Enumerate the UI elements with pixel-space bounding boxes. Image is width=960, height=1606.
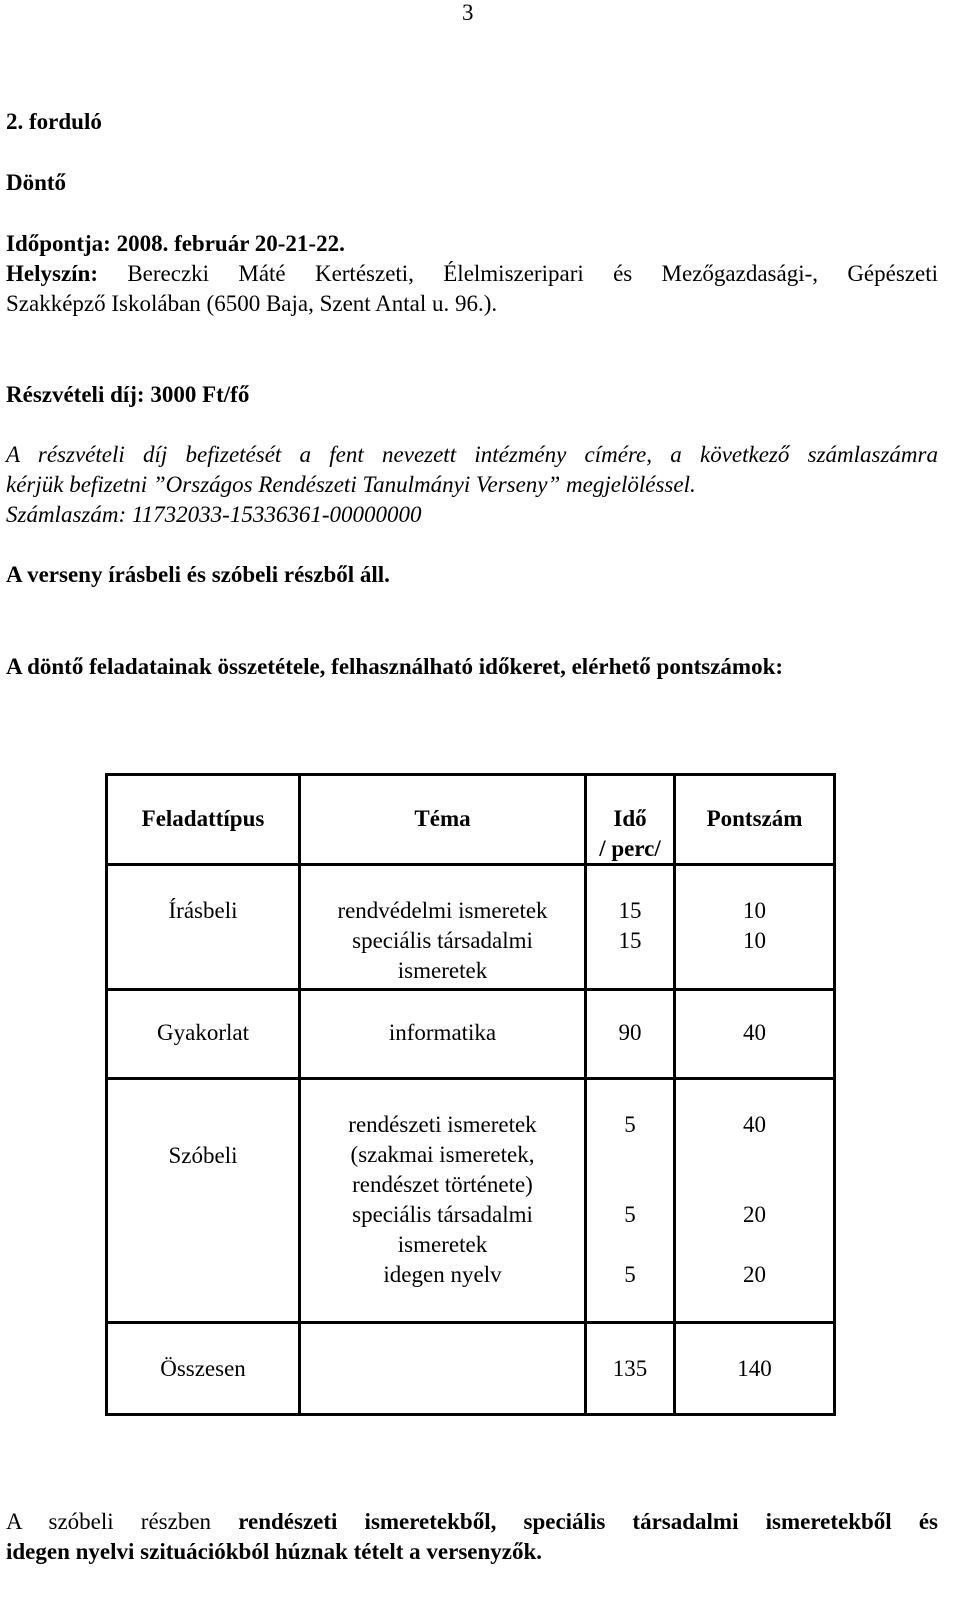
topic-line: rendészeti ismeretek [348,1112,537,1137]
topic-line: idegen nyelv [383,1262,502,1287]
page-number: 3 [462,0,474,25]
topic-line: speciális társadalmi [352,928,533,953]
table-row-points [676,1110,833,1290]
time-value: 15 [618,898,642,923]
table-row-points: 40 [743,1020,766,1045]
points-value: 10 [743,898,766,923]
table-column-divider [673,773,676,1416]
header-time [587,804,673,864]
points-value: 40 [743,1112,766,1137]
round-heading: 2. forduló [6,109,102,134]
header-time-line-2: / perc/ [599,836,661,861]
header-points: Pontszám [706,806,803,831]
table-divider [105,988,836,991]
date-value: 2008. február 20-21-22. [116,231,345,256]
table-row-topic [301,1110,584,1290]
spacer [587,1140,673,1170]
table-column-divider [584,773,587,1416]
topic-line: speciális társadalmi [352,1202,533,1227]
venue-paragraph [6,259,938,319]
time-value: 5 [624,1202,636,1227]
spacer [676,1140,833,1170]
table-row-type: Gyakorlat [157,1020,249,1045]
closing-paragraph [6,1507,938,1567]
competition-parts: A verseny írásbeli és szóbeli részből áll. [6,562,390,587]
table-divider [105,1077,836,1080]
header-type: Feladattípus [141,806,265,831]
venue-label: Helyszín: [6,261,98,286]
points-value: 10 [743,928,766,953]
payment-line-1: A részvételi díj befizetését a fent nevezett intézmény címére, a következő számlaszámra [6,442,938,467]
spacer [676,1170,833,1200]
date-line [6,229,345,259]
account-number: Számlaszám: 11732033-15336361-00000000 [6,502,422,527]
spacer [587,1170,673,1200]
table-intro: A döntő feladatainak összetétele, felhasználható időkeret, elérhető pontszámok: [6,654,784,679]
time-value: 5 [624,1262,636,1287]
payment-paragraph [6,440,938,530]
topic-line: rendvédelmi ismeretek [337,898,548,923]
participation-fee: Részvételi díj: 3000 Ft/fő [6,382,250,407]
header-topic: Téma [414,806,471,831]
topic-line: ismeretek [397,958,488,983]
payment-line-2: kérjük befizetni ”Országos Rendészeti Tanulmányi Verseny” megjelöléssel. [6,472,696,497]
table-row-time: 90 [618,1020,642,1045]
table-row-points [676,896,833,956]
venue-line-1 [6,259,938,289]
topic-line: (szakmai ismeretek, [350,1142,535,1167]
table-column-divider [298,773,301,1416]
date-label: Időpontja: [6,231,111,256]
venue-text-1: Bereczki Máté Kertészeti, Élelmiszeripari és Mezőgazdasági-, Gépészeti [127,261,938,286]
table-row-time: 135 [612,1356,648,1381]
final-heading: Döntő [6,170,67,195]
table-divider [105,863,836,866]
table-row-type: Írásbeli [168,898,238,923]
closing-line-1 [6,1507,938,1537]
table-row-topic [301,896,584,986]
points-value: 20 [743,1202,766,1227]
closing-text: A szóbeli részben [6,1509,212,1534]
tasks-table [105,773,836,1416]
spacer [676,1230,833,1260]
closing-bold-1: rendészeti ismeretekből, speciális társadalmi ismeretekből és [238,1509,938,1534]
topic-line: ismeretek [397,1232,488,1257]
time-value: 5 [624,1112,636,1137]
table-row-type: Szóbeli [168,1143,238,1168]
table-row-time [587,896,673,956]
time-value: 15 [618,928,642,953]
spacer [587,1230,673,1260]
header-time-line-1: Idő [613,806,647,831]
closing-line-2: idegen nyelvi szituációkból húznak tételt a versenyzők. [6,1539,543,1564]
table-divider [105,1321,836,1324]
topic-line: rendészet története) [352,1172,533,1197]
table-row-time [587,1110,673,1290]
table-row-points: 140 [737,1356,772,1381]
points-value: 20 [743,1262,766,1287]
table-row-topic: informatika [388,1020,497,1045]
venue-line-2: Szakképző Iskolában (6500 Baja, Szent Antal u. 96.). [6,291,498,316]
table-row-type: Összesen [160,1356,246,1381]
